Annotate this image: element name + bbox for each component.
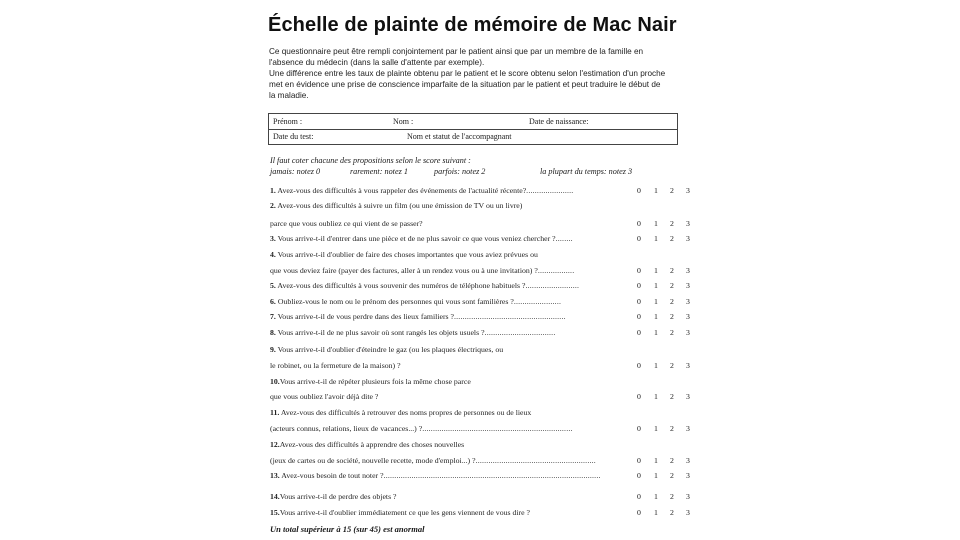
question-number: 5.: [270, 281, 276, 290]
accompagnant-field[interactable]: Nom et statut de l'accompagnant: [407, 132, 512, 141]
score-option-0[interactable]: 0: [637, 328, 641, 337]
score-option-3[interactable]: 3: [686, 424, 690, 433]
question-text: (acteurs connus, relations, lieux de vacances...) ?: [270, 424, 423, 433]
score-option-2[interactable]: 2: [670, 219, 674, 228]
leader-dots: ......................: [526, 186, 574, 195]
leader-dots: ........................................................: [475, 456, 596, 465]
question-8: [270, 328, 555, 337]
question-10-continued: [270, 392, 378, 401]
score-level: jamais: notez 0: [270, 167, 321, 176]
question-text: Avez-vous des difficultés à suivre un film (ou une émission de TV ou un livre): [277, 201, 523, 210]
score-option-2[interactable]: 2: [670, 328, 674, 337]
question-number: 2.: [270, 201, 276, 210]
score-option-0[interactable]: 0: [637, 281, 641, 290]
intro-line: l'absence du médecin (dans la salle d'attente par exemple).: [269, 58, 485, 67]
score-option-3[interactable]: 3: [686, 471, 690, 480]
score-option-2[interactable]: 2: [670, 392, 674, 401]
question-text: Vous arrive-t-il de vous perdre dans des lieux familiers ?: [277, 312, 454, 321]
score-option-1[interactable]: 1: [654, 186, 658, 195]
score-option-2[interactable]: 2: [670, 361, 674, 370]
score-option-1[interactable]: 1: [654, 219, 658, 228]
score-option-1[interactable]: 1: [654, 281, 658, 290]
score-option-3[interactable]: 3: [686, 328, 690, 337]
score-option-0[interactable]: 0: [637, 234, 641, 243]
question-12-continued: [270, 456, 596, 465]
leader-dots: ......................: [513, 297, 562, 306]
question-number: 11.: [270, 408, 280, 417]
question-text: parce que vous oubliez ce qui vient de se passer?: [270, 219, 423, 228]
question-1: [270, 186, 573, 195]
score-option-0[interactable]: 0: [637, 219, 641, 228]
question-10: [270, 377, 471, 386]
score-option-1[interactable]: 1: [654, 392, 658, 401]
question-number: 9.: [270, 345, 276, 354]
score-option-0[interactable]: 0: [637, 312, 641, 321]
question-number: 6.: [270, 297, 276, 306]
identity-row: [269, 129, 677, 144]
score-option-3[interactable]: 3: [686, 186, 690, 195]
question-15: [270, 508, 530, 517]
score-option-2[interactable]: 2: [670, 234, 674, 243]
questionnaire-page: [268, 0, 690, 540]
question-number: 4.: [270, 250, 276, 259]
question-text: Vous arrive-t-il de ne plus savoir où sont rangés les objets usuels ?: [277, 328, 485, 337]
score-option-2[interactable]: 2: [670, 471, 674, 480]
question-number: 14.: [270, 492, 280, 501]
score-option-0[interactable]: 0: [637, 508, 641, 517]
question-text: Vous arrive-t-il d'oublier immédiatement ce que les gens viennent de vous dire ?: [279, 508, 531, 517]
question-text: que vous deviez faire (payer des factures, aller à un rendez vous ou à une invitation) ?: [270, 266, 538, 275]
score-level: la plupart du temps: notez 3: [540, 167, 633, 176]
intro-paragraph: [269, 46, 679, 101]
question-9-continued: [270, 361, 401, 370]
question-number: 15.: [270, 508, 280, 517]
question-number: 8.: [270, 328, 276, 337]
question-number: 10.: [270, 377, 280, 386]
question-text: Avez-vous des difficultés à vous souvenir des numéros de téléphone habituels ?: [277, 281, 526, 290]
identity-row: [269, 114, 677, 130]
score-option-0[interactable]: 0: [637, 392, 641, 401]
question-2: [270, 201, 522, 210]
score-option-1[interactable]: 1: [654, 492, 658, 501]
score-option-0[interactable]: 0: [637, 361, 641, 370]
question-11: [270, 408, 531, 417]
leader-dots: ......................................................................: [422, 424, 573, 433]
question-text: Avez-vous des difficultés à apprendre des choses nouvelles: [279, 440, 465, 449]
score-option-3[interactable]: 3: [686, 492, 690, 501]
score-option-3[interactable]: 3: [686, 266, 690, 275]
question-3: [270, 234, 573, 243]
question-text: Avez-vous des difficultés à vous rappeler des événements de l'actualité récente?: [277, 186, 527, 195]
leader-dots: .................................: [484, 328, 556, 337]
score-option-2[interactable]: 2: [670, 186, 674, 195]
score-option-1[interactable]: 1: [654, 234, 658, 243]
question-number: 1.: [270, 186, 276, 195]
score-option-0[interactable]: 0: [637, 456, 641, 465]
total-note: Un total supérieur à 15 (sur 45) est anormal: [270, 524, 425, 534]
leader-dots: .........................: [525, 281, 580, 290]
score-option-0[interactable]: 0: [637, 297, 641, 306]
score-option-1[interactable]: 1: [654, 297, 658, 306]
question-4-continued: [270, 266, 574, 275]
score-option-2[interactable]: 2: [670, 508, 674, 517]
score-option-3[interactable]: 3: [686, 456, 690, 465]
question-6: [270, 297, 561, 306]
date-naissance-field[interactable]: Date de naissance:: [529, 117, 589, 126]
question-text: Avez-vous des difficultés à retrouver des noms propres de personnes ou de lieux: [280, 408, 532, 417]
score-option-3[interactable]: 3: [686, 392, 690, 401]
score-level: parfois: notez 2: [434, 167, 486, 176]
question-13: [270, 471, 601, 480]
score-option-1[interactable]: 1: [654, 424, 658, 433]
nom-field[interactable]: Nom :: [393, 117, 414, 126]
score-option-0[interactable]: 0: [637, 266, 641, 275]
question-text: Vous arrive-t-il de répéter plusieurs fois la même chose parce: [279, 377, 471, 386]
question-number: 12.: [270, 440, 280, 449]
score-option-3[interactable]: 3: [686, 312, 690, 321]
page-title: Échelle de plainte de mémoire de Mac Nair: [268, 14, 677, 36]
question-14: [270, 492, 397, 501]
question-text: (jeux de cartes ou de société, nouvelle recette, mode d'emploi...) ?: [270, 456, 476, 465]
question-text: le robinet, ou la fermeture de la maison) ?: [270, 361, 401, 370]
leader-dots: ....................................................: [454, 312, 566, 321]
score-option-3[interactable]: 3: [686, 234, 690, 243]
question-11-continued: [270, 424, 573, 433]
score-option-1[interactable]: 1: [654, 328, 658, 337]
scoring-instruction: Il faut coter chacune des propositions selon le score suivant :: [270, 156, 471, 165]
question-number: 3.: [270, 234, 276, 243]
date-test-field[interactable]: Date du test:: [273, 132, 314, 141]
score-option-2[interactable]: 2: [670, 456, 674, 465]
score-option-2[interactable]: 2: [670, 266, 674, 275]
question-4: [270, 250, 538, 259]
question-12: [270, 440, 464, 449]
question-5: [270, 281, 579, 290]
question-7: [270, 312, 566, 321]
score-option-2[interactable]: 2: [670, 492, 674, 501]
intro-line: la maladie.: [269, 91, 309, 100]
intro-line: Ce questionnaire peut être rempli conjointement par le patient ainsi que par un membre de la famille en: [269, 47, 644, 56]
question-9: [270, 345, 503, 354]
question-text: Oubliez-vous le nom ou le prénom des personnes qui vous sont familières ?: [277, 297, 514, 306]
question-number: 13.: [270, 471, 280, 480]
score-option-1[interactable]: 1: [654, 471, 658, 480]
score-option-1[interactable]: 1: [654, 266, 658, 275]
score-option-1[interactable]: 1: [654, 312, 658, 321]
intro-line: met en évidence une prise de conscience imparfaite de la situation par le patient et peut traduire le début de: [269, 80, 661, 89]
score-option-2[interactable]: 2: [670, 281, 674, 290]
question-2-continued: [270, 219, 423, 228]
score-option-3[interactable]: 3: [686, 281, 690, 290]
score-option-0[interactable]: 0: [637, 471, 641, 480]
question-text: Avez-vous besoin de tout noter ?: [281, 471, 384, 480]
score-level: rarement: notez 1: [350, 167, 408, 176]
score-option-2[interactable]: 2: [670, 424, 674, 433]
score-option-1[interactable]: 1: [654, 456, 658, 465]
scoring-legend: [270, 166, 633, 177]
leader-dots: ........: [555, 234, 573, 243]
score-option-2[interactable]: 2: [670, 312, 674, 321]
question-number: 7.: [270, 312, 276, 321]
scoring-instructions: [270, 155, 633, 177]
score-option-3[interactable]: 3: [686, 219, 690, 228]
prenom-field[interactable]: Prénom :: [273, 117, 303, 126]
score-option-3[interactable]: 3: [686, 508, 690, 517]
question-text: Vous arrive-t-il d'entrer dans une pièce et de ne plus savoir ce que vous veniez chercher ?: [277, 234, 556, 243]
score-option-1[interactable]: 1: [654, 361, 658, 370]
intro-line: Une différence entre les taux de plainte obtenu par le patient et le score obtenu selon l'estimation d'un proche: [269, 69, 666, 78]
score-option-0[interactable]: 0: [637, 186, 641, 195]
question-text: Vous arrive-t-il d'oublier de faire des choses importantes que vous aviez prévues ou: [277, 250, 538, 259]
score-option-3[interactable]: 3: [686, 361, 690, 370]
score-option-1[interactable]: 1: [654, 508, 658, 517]
score-option-2[interactable]: 2: [670, 297, 674, 306]
score-option-3[interactable]: 3: [686, 297, 690, 306]
question-text: que vous oubliez l'avoir déjà dite ?: [270, 392, 379, 401]
identity-box: [268, 113, 678, 145]
leader-dots: .....................................................................................................: [383, 471, 601, 480]
score-option-0[interactable]: 0: [637, 492, 641, 501]
score-option-0[interactable]: 0: [637, 424, 641, 433]
leader-dots: .................: [537, 266, 575, 275]
question-text: Vous arrive-t-il d'oublier d'éteindre le gaz (ou les plaques électriques, ou: [277, 345, 504, 354]
question-text: Vous arrive-t-il de perdre des objets ?: [279, 492, 397, 501]
